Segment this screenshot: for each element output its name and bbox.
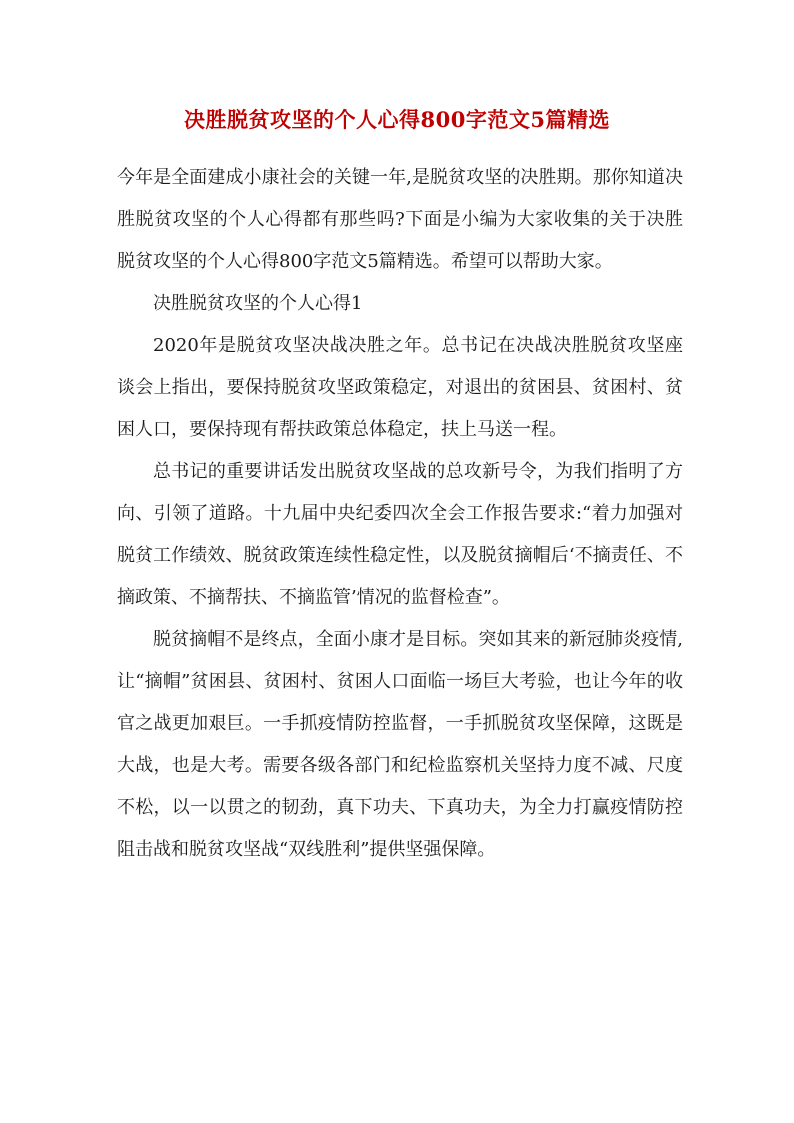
document-body [117,157,683,871]
document-title: 决胜脱贫攻坚的个人心得800字范文5篇精选 [184,107,610,132]
section-heading-1: 决胜脱贫攻坚的个人心得1 [153,293,363,314]
paragraph-1: 2020年是脱贫攻坚决战决胜之年。总书记在决战决胜脱贫攻坚座谈会上指出，要保持脱贫攻坚政策稳定，对退出的贫困县、贫困村、贫困人口，要保持现有帮扶政策总体稳定，扶上马送一程。 [117,335,683,440]
paragraph-intro: 今年是全面建成小康社会的关键一年,是脱贫攻坚的决胜期。那你知道决胜脱贫攻坚的个人心得都有那些吗?下面是小编为大家收集的关于决胜脱贫攻坚的个人心得800字范文5篇精选。希望可以帮助大家。 [117,167,683,272]
paragraph-3: 脱贫摘帽不是终点，全面小康才是目标。突如其来的新冠肺炎疫情,让“摘帽”贫困县、贫困村、贫困人口面临一场巨大考验，也让今年的收官之战更加艰巨。一手抓疫情防控监督，一手抓脱贫攻坚保障，这既是大战，也是大考。需要各级各部门和纪检监察机关坚持力度不减、尺度不松，以一以贯之的韧劲，真下功夫、下真功夫，为全力打赢疫情防控阻击战和脱贫攻坚战“双线胜利”提供坚强保障。 [117,629,683,860]
paragraph-2: 总书记的重要讲话发出脱贫攻坚战的总攻新号令，为我们指明了方向、引领了道路。十九届中央纪委四次全会工作报告要求:“着力加强对脱贫工作绩效、脱贫政策连续性稳定性，以及脱贫摘帽后‘不摘责任、不摘政策、不摘帮扶、不摘监管’情况的监督检查”。 [117,461,683,608]
